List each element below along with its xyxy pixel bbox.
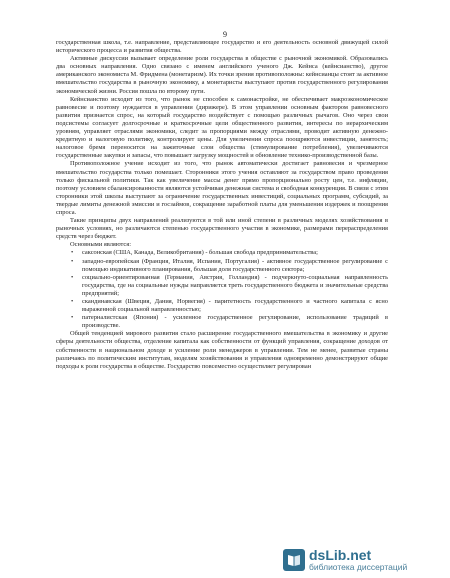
page-number: 9 — [223, 30, 227, 39]
list-item: • скандинавская (Швеция, Дания, Норвегия) - паритетность государственного и частного капитала с ясно выраженной социальной направленностью; — [82, 298, 388, 314]
closing-paragraph: Общей тенденцией мирового развития стало расширение государственного вмешательства в экономику и другие сферы деятельности общества, отделение капитала как собственности от функций управления, сокращение доходов от собственности в национальном доходе и усиление роли менеджеров в управлении. Тем не менее, развитые страны различаясь по политическим институтам, моделям хозяйствования и управления одновременно демонстрируют общие подходы к роли государства в обществе. Государство повсеместно осуществляет регулирован — [56, 330, 388, 370]
watermark-tagline: библиотека диссертаций — [309, 562, 408, 572]
model-list — [56, 249, 388, 330]
paragraph: Активные дискуссии вызывает определение роли государства в обществе с рыночной экономикой. Образовались два основных направления. Одно связано с именем английского ученого Дж. Кейнса (кейнсианство), другое американского экономиста М. Фридмена (монетаризм). Их точки зрения противоположны: кейнсианцы стоят за активное вмешательство государства в рыночную экономику, а монетаристы выступают против государственного регулирования экономической жизни. Россия пошла по второму пути. — [56, 55, 388, 95]
list-item: • западно-европейская (Франция, Италия, Испания, Португалия) - активное государственное регулирование с помощью индикативного планирования, большая доля государственного сектора; — [82, 258, 388, 274]
paragraph: Кейнсианство исходит из того, что рынок не способен к самонастройке, не обеспечивает макроэкономическое равновесие и поэтому нуждается в управлении (дирижере). В этом управлении основным фактором равновесного развития признается спрос, на который государство воздействует с помощью различных рычагов. Оно через свои подсистемы согласует долгосрочные и краткосрочные цели общественного развития, интересы по иерархическим уровням, управляет отраслями экономики, следит за пропорциями между отраслями, проводит активную денежно-кредитную и налоговую политику, контролирует цены. Для увеличения спроса поощряются инвестиции, занятость; налоговое бремя переносится на зажиточные слои общества (стимулирование потребления), увеличиваются государственные закупки и запасы, что повышает загрузку мощностей и обновление технико-производственной базы. — [56, 95, 388, 160]
list-item: • патерналистская (Япония) - усиленное государственное регулирование, использование традиций в производстве. — [82, 314, 388, 330]
paragraph: Противоположное учение исходит из того, что рынок автоматически достигает равновесия и чрезмерное вмешательство государства только помешает. Сторонники этого учения оставляют за государством право проведения только фискальной политики. Так как увеличение массы денег прямо пропорционально росту цен, т.е. инфляции, поэтому условием сбалансированности являются устойчивая денежная система и свободная конкуренция. В связи с этим сторонники этой школы выступают за ограничение государственных инвестиций, социальных программ, субсидий, за твердые лимиты денежной эмиссии и госзаймов, сокращение заработной платы для уменьшения издержек и поощрения спроса. — [56, 160, 388, 216]
list-item: • саксонская (США, Канада, Великобритания) - большая свобода предпринимательства; — [82, 249, 388, 257]
watermark-brand: dsLib.net — [309, 547, 372, 563]
watermark[interactable] — [283, 548, 407, 572]
book-logo-icon — [283, 549, 305, 571]
list-item: • социально-ориентированная (Германия, Австрия, Голландия) - подчеркнуто-социальная направленность государства, где на социальные нужды направляется треть государственного бюджета и значительные средства предприятий; — [82, 274, 388, 298]
paragraph: государственная школа, т.е. направление, представляющее государство и его деятельность основной движущей силой исторического процесса и развития общества. — [56, 39, 388, 55]
document-body — [56, 39, 388, 371]
paragraph: Основными являются: — [70, 241, 131, 249]
paragraph: Такие принципы двух направлений реализуются в той или иной степени в различных моделях хозяйствования в рыночных условиях, но различаются степенью государственного участия в экономике, размерами перераспределения средств через бюджет. — [56, 217, 388, 241]
